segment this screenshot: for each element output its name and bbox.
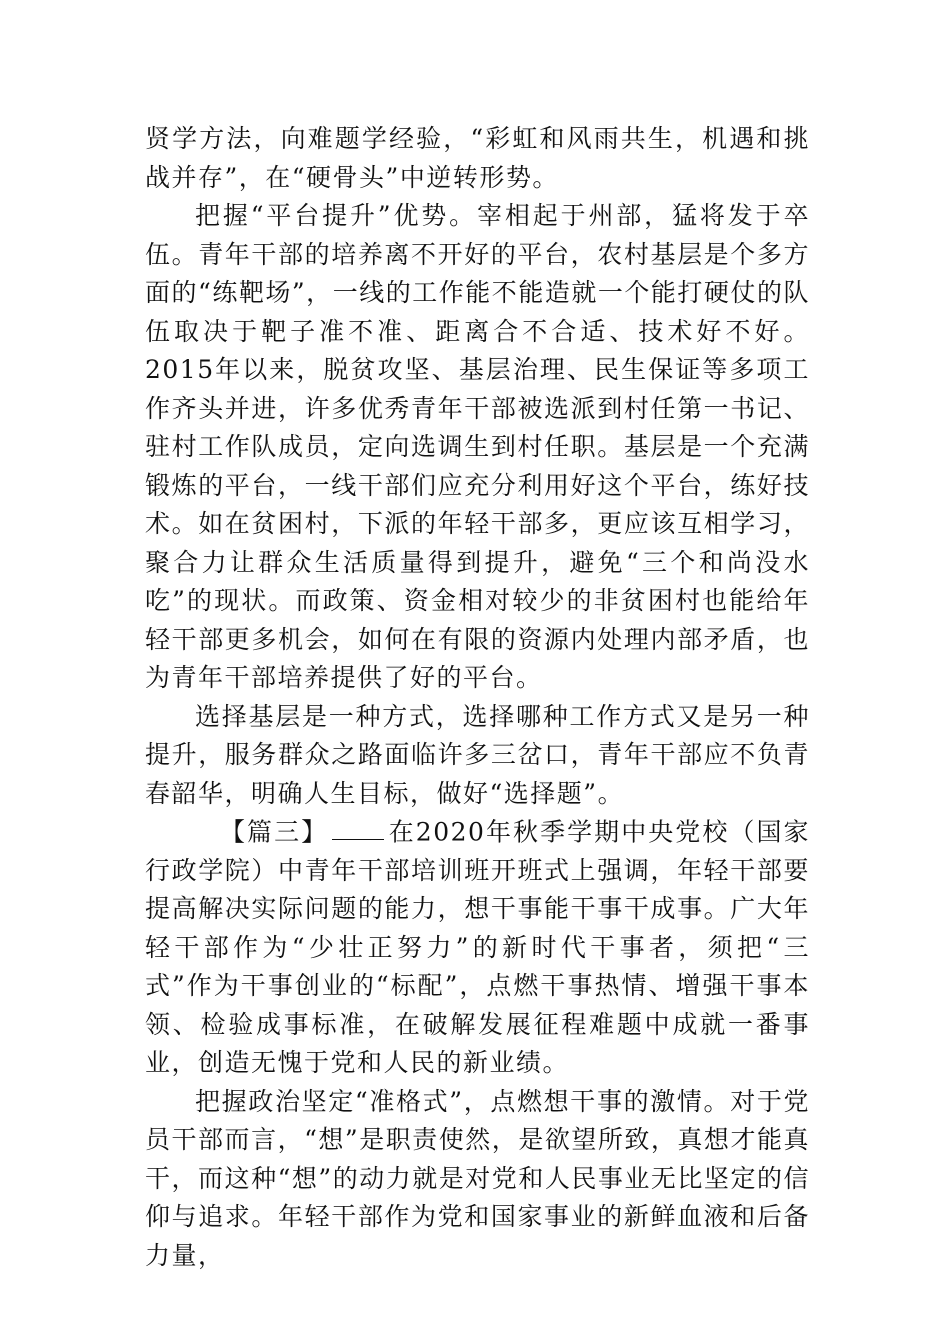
document-page (145, 120, 810, 1275)
paragraph-text: 贤学方法，向难题学经验，“彩虹和风雨共生，机遇和挑战并存”，在“硬骨头”中逆转形势。 (145, 124, 810, 192)
paragraph-text: 把握“平台提升”优势。宰相起于州部，猛将发于卒伍。青年干部的培养离不开好的平台，农村基层是个多方面的“练靶场”，一线的工作能不能造就一个能打硬仗的队伍取决于靶子准不准、距离合不合适、技术好不好。2015年以来，脱贫攻坚、基层治理、民生保证等多项工作齐头并进，许多优秀青年干部被选派到村任第一书记、驻村工作队成员，定向选调生到村任职。基层是一个充满锻炼的平台，一线干部们应充分利用好这个平台，练好技术。如在贫困村，下派的年轻干部多，更应该互相学习，聚合力让群众生活质量得到提升，避免“三个和尚没水吃”的现状。而政策、资金相对较少的非贫困村也能给年轻干部更多机会，如何在有限的资源内处理内部矛盾，也为青年干部培养提供了好的平台。 (145, 201, 810, 692)
paragraph-choice (145, 698, 810, 814)
paragraph-continuation (145, 120, 810, 197)
paragraph-text: 选择基层是一种方式，选择哪种工作方式又是另一种提升，服务群众之路面临许多三岔口，青年干部应不负青春韶华，明确人生目标，做好“选择题”。 (145, 701, 810, 808)
paragraph-text: 在2020年秋季学期中央党校（国家行政学院）中青年干部培训班开班式上强调，年轻干部要提高解决实际问题的能力，想干事能干事干成事。广大年轻干部作为“少壮正努力”的新时代干事者，须把“三式”作为干事创业的“标配”，点燃干事热情、增强干事本领、检验成事标准，在破解发展征程难题中成就一番事业，创造无愧于党和人民的新业绩。 (145, 817, 810, 1078)
paragraph-political (145, 1083, 810, 1276)
section-tag: 【篇三】 (220, 817, 329, 847)
blank-underline (332, 813, 384, 840)
paragraph-platform (145, 197, 810, 698)
paragraph-text: 把握政治坚定“准格式”，点燃想干事的激情。对于党员干部而言，“想”是职责使然，是欲望所致，真想才能真干，而这种“想”的动力就是对党和人民事业无比坚定的信仰与追求。年轻干部作为党和国家事业的新鲜血液和后备力量， (145, 1086, 810, 1270)
paragraph-section-three (145, 813, 810, 1083)
